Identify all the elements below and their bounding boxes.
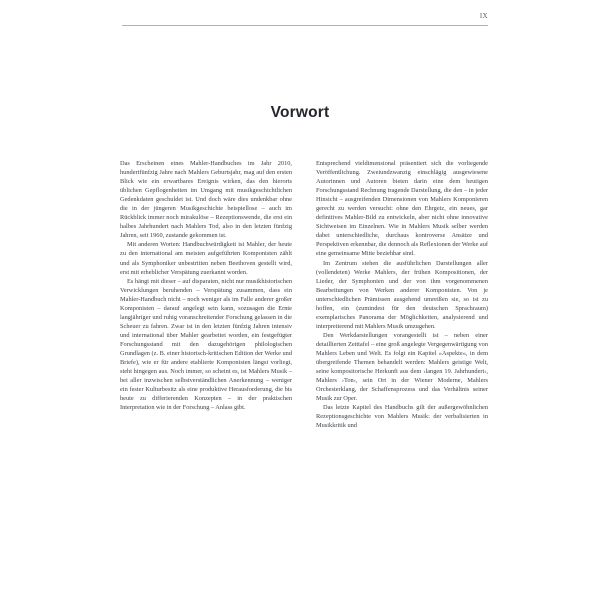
column-right bbox=[316, 159, 488, 430]
page-title: Vorwort bbox=[270, 104, 330, 121]
paragraph: Den Werkdarstellungen vorangestellt ist – neben einer detaillierten Zeittafel – eine groß angelegte Vergegenwärtigung von Mahlers Leben und Welt. Es folgt ein Kapitel »Aspekte«, in dem übergreifende Themen behandelt werden: Mahlers geistige Welt, seine kompositorische Herkunft aus dem ›langen 19. Jahrhundert‹, Mahlers ›Ton‹, sein Ort in der Wiener Moderne, Mahlers Orchesterklang, der Schaffensprozess und das Verhältnis seiner Musik zur Oper. bbox=[316, 331, 488, 403]
text-body bbox=[120, 159, 488, 430]
column-left bbox=[120, 159, 292, 430]
paragraph: Im Zentrum stehen die ausführlichen Darstellungen aller (vollendeten) Werke Mahlers, der frühen Kompositionen, der Lieder, der Symphonien und der von ihm vorgenommenen Bearbeitungen von Werken anderer Komponisten. Von je unterschiedlichen Prämissen ausgehend umreißen sie, so ist zu hoffen, ein (zumindest für den deutschen Sprachraum) exemplarisches Panorama der Möglichkeiten, analysierend und interpretierend mit Mahlers Musik umzugehen. bbox=[316, 259, 488, 330]
paragraph: Mit anderen Worten: Handbuchwürdigkeit ist Mahler, der heute zu den international am meisten aufgeführten Komponisten zählt und als Symphoniker unbestritten neben Beethoven gestellt wird, erst mit erheblicher Verspätung zuerkannt worden. bbox=[120, 241, 292, 276]
paragraph: Das letzte Kapitel des Handbuchs gilt der außergewöhnlichen Rezeptionsgeschichte von Mahlers Musik: der verbalisierten in Musikkritik und bbox=[316, 404, 488, 430]
paragraph: Das Erscheinen eines Mahler-Handbuches im Jahr 2010, hundertfünfzig Jahre nach Mahlers Geburtsjahr, mag auf den ersten Blick wie ein erwartbares Ereignis wirken, das den hierorts üblichen Gepflogenheiten im Umgang mit musikgeschichtlichen Gedenkdaten geschuldet ist. Und doch wäre dies undenkbar ohne die in der jüngeren Musikgeschichte beispiellose – auch im Rückblick immer noch mirakulöse – Rezeptionswende, die erst ein halbes Jahrhundert nach Mahlers Tod, also in den letzten fünfzig Jahren, seit 1960, zustande gekommen ist. bbox=[120, 160, 292, 240]
page-number: IX bbox=[479, 12, 488, 20]
paragraph: Es hängt mit dieser – auf disparaten, nicht nur musikhistorischen Verwicklungen beruhenden – Verspätung zusammen, dass ein Mahler-Handbuch nicht – noch weniger als im Falle anderer großer Komponisten – darauf angelegt sein kann, sozusagen die Ernte langjähriger und ruhig voranschreitender Forschung gelassen in die Scheuer zu fahren. Zwar ist in den letzten fünfzig Jahren intensiv und international über Mahler gearbeitet worden, ein festgefügter Forschungsstand mit den dazugehörigen philologischen Grundlagen (z. B. einer historisch-kritischen Edition der Werke und Briefe), wie er für andere etablierte Komponisten längst vorliegt, steht hingegen aus. Noch immer, so scheint es, ist Mahlers Musik – bei aller inzwischen selbstverständlichen Anerkennung – weniger ein fester Kulturbesitz als eine produktive Herausforderung, die bis heute zu differierenden Konzepten – in der praktischen Interpretation wie in der Forschung – Anlass gibt. bbox=[120, 277, 292, 412]
title-block bbox=[0, 104, 600, 122]
header-rule bbox=[122, 25, 488, 26]
paragraph: Entsprechend vieldimensional präsentiert sich die vorliegende Veröffentlichung. Zweiundzwanzig einschlägig ausgewiesene Autorinnen und Autoren bieten darin eine dem heutigen Forschungsstand Rechnung tragende Darstellung, die den – in jeder Hinsicht – ausgreifenden Dimensionen von Mahlers Komponieren gerecht zu werden versucht: ohne den Ehrgeiz, ein neues, gar definitives Mahler-Bild zu entwickeln, aber nicht ohne innovative Sichtweisen im Einzelnen. Wie in Mahlers Musik selber werden dabei unterschiedliche, durchaus kontroverse Ansätze und Perspektiven erkennbar, die dennoch als Reflexionen der Werke auf eine gemeinsame Mitte beziehbar sind. bbox=[316, 160, 488, 258]
running-head bbox=[122, 12, 488, 32]
